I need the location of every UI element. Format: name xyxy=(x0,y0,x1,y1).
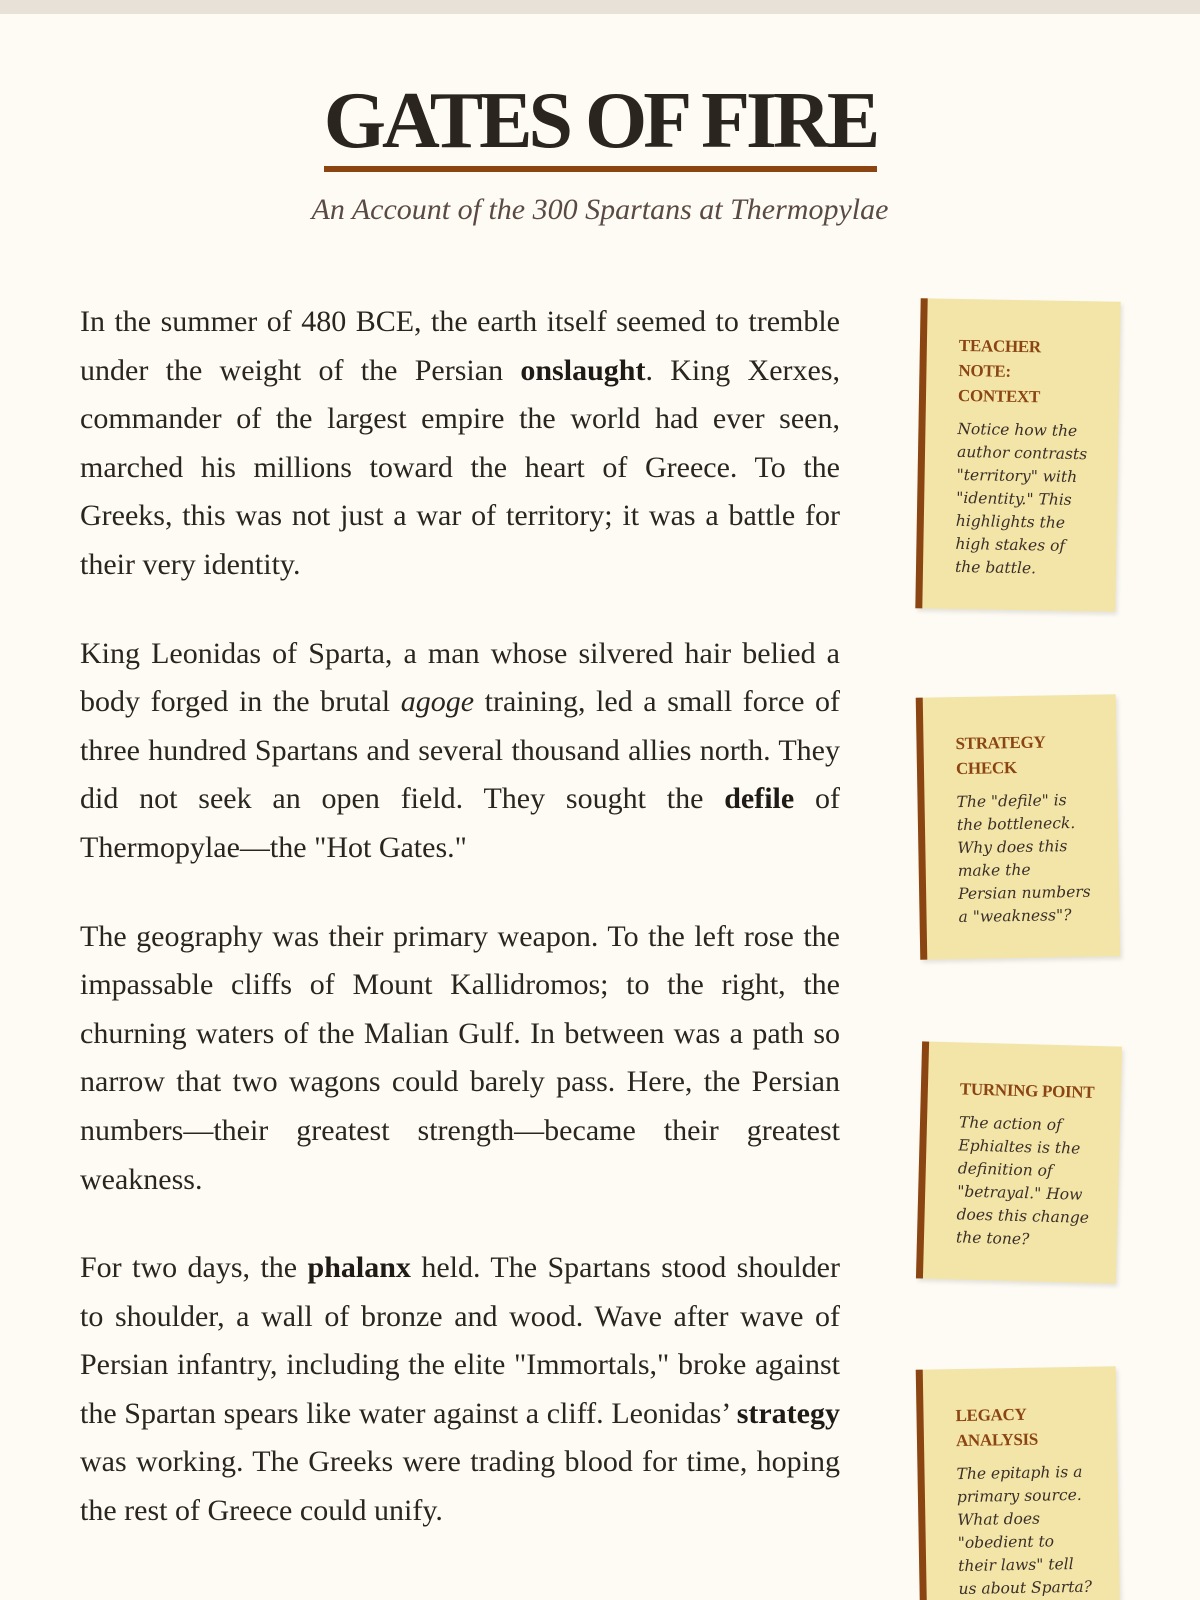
note-text: The "defile" is the bottleneck. Why does this make the Persian numbers a "weakness"? xyxy=(956,791,1091,927)
paragraph-2-text-2: training, led a small force of three hundred Spartans and several thousand allies north. They did not seek an open field. They sought the xyxy=(80,685,841,816)
note-title: TEACHER NOTE: CONTEXT xyxy=(957,335,1042,407)
sticky-note-teacher-context xyxy=(915,298,1120,611)
sticky-note-legacy-analysis xyxy=(916,1366,1121,1600)
note-text: The action of Ephialtes is the definition of "betrayal." How does this change the tone? xyxy=(955,1113,1090,1249)
paragraph-2-text-1: King Leonidas of Sparta, a man whose silvered hair belied a body forged in the brutal xyxy=(80,636,840,719)
paragraph-4-text-2: held. The Spartans stood shoulder to shoulder, a wall of bronze and wood. Wave after wave of Persian infantry, including the elite "Immortals," broke against the Spartan spears like water against a cliff. Leonidas’ xyxy=(80,1251,840,1430)
title-underline xyxy=(324,166,877,172)
note-title: TURNING POINT xyxy=(959,1079,1095,1102)
term-strategy: strategy xyxy=(736,1396,840,1430)
term-phalanx: phalanx xyxy=(307,1251,411,1285)
paragraph-2-text-3: of Thermopylae—the "Hot Gates." xyxy=(80,782,840,864)
page-title: GATES OF FIRE xyxy=(323,77,877,165)
paragraph-3 xyxy=(80,913,840,1205)
browser-top-bar xyxy=(0,0,1200,14)
paragraph-1-text-1: In the summer of 480 BCE, the earth itself seemed to tremble under the weight of the Persian xyxy=(80,305,840,387)
paragraph-4-text-3: was working. The Greeks were trading blood for time, hoping the rest of Greece could unify. xyxy=(80,1445,840,1528)
note-text: The epitaph is a primary source. What does "obedient to their laws" tell us about Sparta? xyxy=(956,1462,1093,1599)
sticky-note-strategy-check xyxy=(916,694,1121,959)
paragraph-1 xyxy=(80,298,840,590)
sticky-note-turning-point xyxy=(916,1041,1122,1283)
paragraph-4-text-1: For two days, the xyxy=(80,1251,308,1285)
paragraph-2 xyxy=(80,630,840,873)
term-agoge: agoge xyxy=(400,685,475,719)
paragraph-4 xyxy=(80,1244,840,1536)
paragraph-1-text-2: . King Xerxes, commander of the largest empire the world had ever seen, marched his millions toward the heart of Greece. To the Greeks, this was not just a war of territory; it was a battle for their very identity. xyxy=(80,353,840,581)
page-subtitle: An Account of the 300 Spartans at Thermopylae xyxy=(311,193,889,226)
paragraph-3-text-1: The geography was their primary weapon. To the left rose the impassable cliffs of Mount Kallidromos; to the right, the churning waters of the Malian Gulf. In between was a path so narrow that two wagons could barely pass. Here, the Persian numbers—their greatest strength—became their greatest weakness. xyxy=(80,919,840,1196)
note-title: LEGACY ANALYSIS xyxy=(955,1404,1039,1451)
term-onslaught: onslaught xyxy=(520,353,646,387)
note-title: STRATEGY CHECK xyxy=(955,732,1045,779)
note-text: Notice how the author contrasts "territory" with "identity." This highlights the high stakes of the battle. xyxy=(954,419,1088,578)
article-body xyxy=(80,298,840,1576)
term-defile: defile xyxy=(724,782,795,816)
